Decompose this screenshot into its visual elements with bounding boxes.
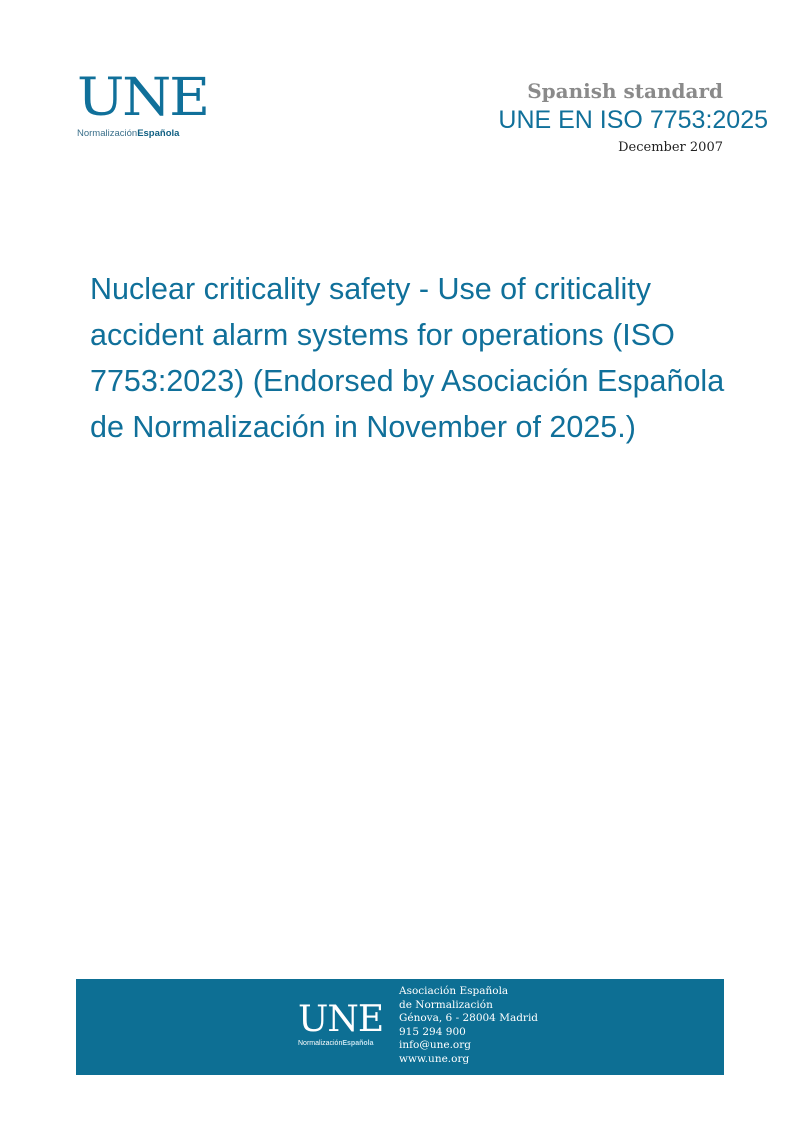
standard-code: UNE EN ISO 7753:2025 xyxy=(498,106,768,134)
footer-logo-tagline xyxy=(298,1040,383,1047)
footer-logo-tagline-regular: Normalización xyxy=(298,1040,343,1047)
standard-header xyxy=(498,78,768,155)
org-name-line-2: de Normalización xyxy=(399,998,493,1011)
contact-info xyxy=(399,985,538,1067)
standard-date: December 2007 xyxy=(618,140,723,155)
footer-une-logo xyxy=(298,999,384,1047)
standard-kind: Spanish standard xyxy=(527,79,723,103)
logo-tagline-bold: Española xyxy=(137,128,180,139)
une-logo xyxy=(77,68,209,139)
org-website[interactable]: www.une.org xyxy=(399,1052,470,1065)
logo-tagline xyxy=(77,128,197,139)
org-address: Génova, 6 - 28004 Madrid xyxy=(399,1012,539,1025)
logo-wordmark: UNE xyxy=(77,68,209,128)
document-title: Nuclear criticality safety - Use of criticality accident alarm systems for operations (ISO 7753:2023) (Endorsed by Asociación Española de Normalización in November of 2025.) xyxy=(90,272,725,444)
org-phone: 915 294 900 xyxy=(399,1025,466,1038)
footer-banner xyxy=(76,979,724,1075)
org-email[interactable]: info@une.org xyxy=(399,1039,471,1052)
footer-logo-wordmark: UNE xyxy=(298,999,384,1040)
footer-logo-tagline-bold: Española xyxy=(342,1040,374,1047)
logo-tagline-regular: Normalización xyxy=(77,128,138,139)
org-name-line-1: Asociación Española xyxy=(399,985,509,997)
